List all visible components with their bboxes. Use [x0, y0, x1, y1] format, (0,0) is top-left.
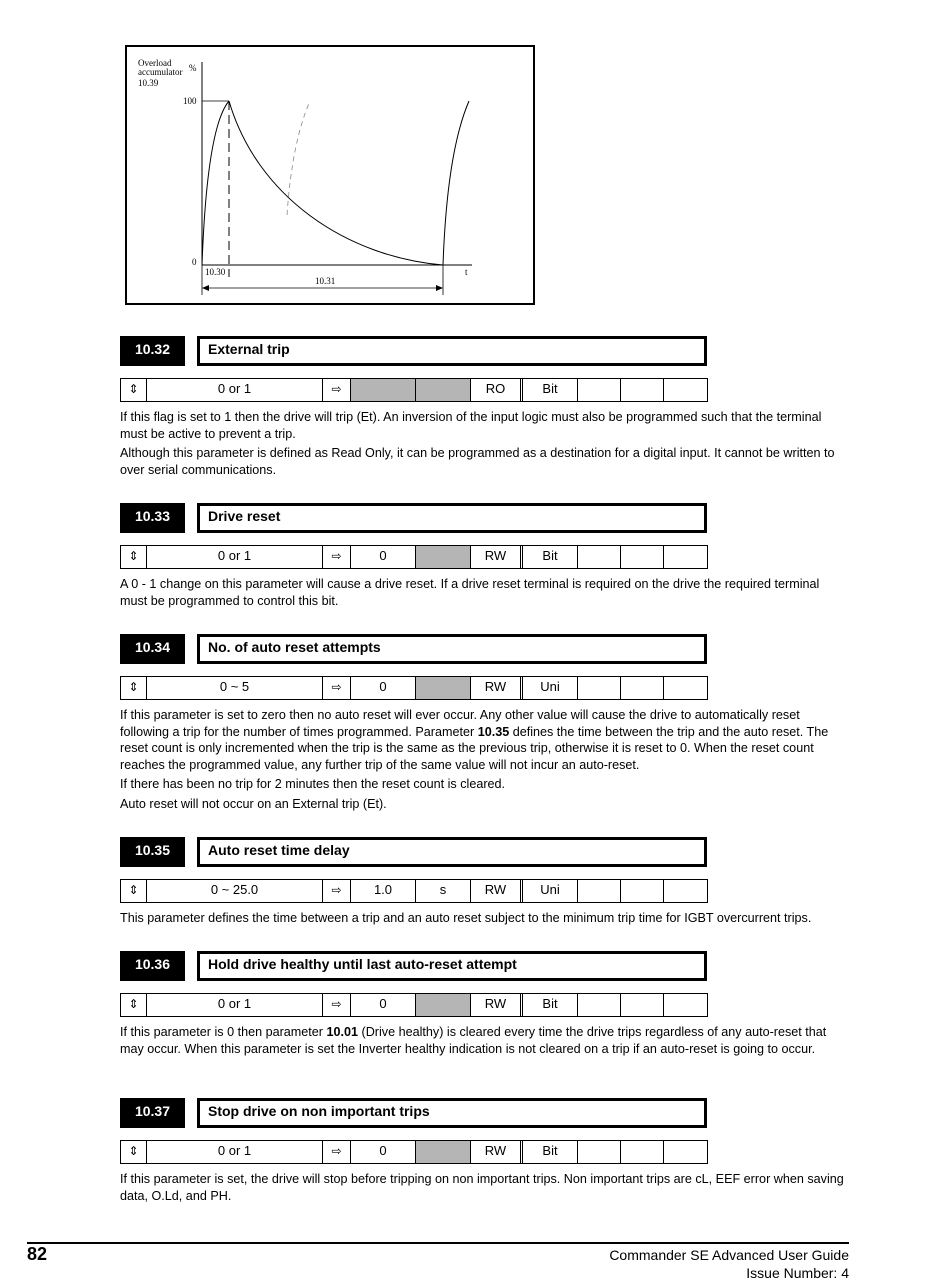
param-default: 0 — [351, 1141, 416, 1163]
param-range: 0 or 1 — [147, 1141, 323, 1163]
param-attribute-row — [120, 545, 708, 569]
param-empty-cell — [621, 994, 664, 1016]
param-unit — [416, 379, 471, 401]
desc-paragraph: If this parameter is set, the drive will stop before tripping on non important trips. Non important trips are cL, EEF error when saving data, O.Ld, and PH. — [120, 1172, 844, 1203]
param-empty-cell — [621, 880, 664, 902]
param-number: 10.33 — [120, 503, 185, 533]
param-title: No. of auto reset attempts — [197, 634, 707, 664]
param-type: Bit — [523, 994, 578, 1016]
param-empty-cell — [664, 880, 707, 902]
param-access: RO — [471, 379, 523, 401]
up-down-range-icon: ⇕ — [121, 994, 147, 1016]
param-type: Bit — [523, 379, 578, 401]
param-range: 0 ~ 5 — [147, 677, 323, 699]
param-description — [120, 576, 850, 612]
param-empty-cell — [578, 1141, 621, 1163]
dimension-arrow-right — [436, 285, 443, 291]
param-type: Uni — [523, 677, 578, 699]
param-10-35 — [120, 837, 850, 925]
param-default: 1.0 — [351, 880, 416, 902]
desc-paragraph: Auto reset will not occur on an External trip (Et). — [120, 796, 387, 811]
param-default: 0 — [351, 677, 416, 699]
label-t: t — [465, 267, 468, 277]
right-arrow-icon: ⇨ — [323, 379, 351, 401]
param-unit — [416, 1141, 471, 1163]
param-access: RW — [471, 1141, 523, 1163]
param-access: RW — [471, 994, 523, 1016]
param-number: 10.36 — [120, 951, 185, 981]
param-title: Stop drive on non important trips — [197, 1098, 707, 1128]
param-default: 0 — [351, 994, 416, 1016]
dimension-arrow-left — [202, 285, 209, 291]
right-arrow-icon: ⇨ — [323, 880, 351, 902]
tick-100-label: 100 — [183, 96, 197, 106]
param-number: 10.34 — [120, 634, 185, 664]
label-1030: 10.30 — [205, 267, 226, 277]
tick-0-label: 0 — [192, 257, 197, 267]
y-label-param: 10.39 — [138, 78, 159, 88]
param-access: RW — [471, 880, 523, 902]
label-1031: 10.31 — [315, 276, 336, 286]
param-description — [120, 707, 850, 815]
param-unit — [416, 994, 471, 1016]
rise-curve — [202, 101, 229, 265]
param-unit: s — [416, 880, 471, 902]
up-down-range-icon: ⇕ — [121, 880, 147, 902]
y-label-unit: % — [189, 63, 197, 73]
right-arrow-icon: ⇨ — [323, 677, 351, 699]
param-number: 10.32 — [120, 336, 185, 366]
param-type: Bit — [523, 1141, 578, 1163]
param-10-33 — [120, 503, 850, 608]
param-attribute-row — [120, 993, 708, 1017]
overload-accumulator-figure — [125, 45, 535, 305]
param-title: Drive reset — [197, 503, 707, 533]
param-number: 10.35 — [120, 837, 185, 867]
param-empty-cell — [664, 379, 707, 401]
desc-paragraph: If this flag is set to 1 then the drive will trip (Et). An inversion of the input logic must also be programmed such that the terminal must be active to prevent a trip. — [120, 410, 822, 441]
overload-graph — [127, 47, 533, 303]
param-range: 0 or 1 — [147, 994, 323, 1016]
param-empty-cell — [621, 546, 664, 568]
param-ref: 10.01 — [326, 1025, 359, 1039]
param-description — [120, 1171, 850, 1207]
param-description — [120, 409, 850, 481]
param-type: Bit — [523, 546, 578, 568]
param-empty-cell — [664, 546, 707, 568]
param-empty-cell — [664, 1141, 707, 1163]
page-number: 82 — [27, 1244, 48, 1264]
param-range: 0 or 1 — [147, 546, 323, 568]
param-default: 0 — [351, 546, 416, 568]
desc-paragraph: A 0 - 1 change on this parameter will cause a drive reset. If a drive reset terminal is required on the drive the required terminal must be programmed to control this bit. — [120, 577, 820, 608]
up-down-range-icon: ⇕ — [121, 1141, 147, 1163]
dashed-rise-curve — [287, 101, 310, 215]
param-access: RW — [471, 677, 523, 699]
param-unit — [416, 677, 471, 699]
decay-curve — [229, 101, 443, 265]
param-unit — [416, 546, 471, 568]
param-attribute-row — [120, 879, 708, 903]
param-attribute-row — [120, 1140, 708, 1164]
param-range: 0 ~ 25.0 — [147, 880, 323, 902]
param-empty-cell — [621, 379, 664, 401]
param-10-34 — [120, 634, 850, 811]
param-attribute-row — [120, 378, 708, 402]
param-10-32 — [120, 336, 850, 477]
param-title: Auto reset time delay — [197, 837, 707, 867]
guide-title: Commander SE Advanced User Guide — [609, 1247, 849, 1263]
issue-number: Issue Number: 4 — [746, 1265, 849, 1281]
desc-paragraph: If there has been no trip for 2 minutes then the reset count is cleared. — [120, 777, 506, 791]
param-empty-cell — [578, 677, 621, 699]
param-empty-cell — [578, 994, 621, 1016]
right-arrow-icon: ⇨ — [323, 546, 351, 568]
param-10-36 — [120, 951, 850, 1056]
desc-paragraph: This parameter defines the time between a trip and an auto reset subject to the minimum trip time for IGBT overcurrent trips. — [120, 911, 812, 925]
param-10-37 — [120, 1098, 850, 1203]
param-description — [120, 910, 850, 930]
desc-paragraph: If this parameter is 0 then parameter 10.01 (Drive healthy) is cleared every time the drive trips regardless of any auto-reset that may occur. When this parameter is set the Inverter healthy indication is not cleared on a trip if an auto-reset is going to occur. — [120, 1025, 827, 1056]
param-empty-cell — [621, 1141, 664, 1163]
param-empty-cell — [621, 677, 664, 699]
param-default — [351, 379, 416, 401]
param-range: 0 or 1 — [147, 379, 323, 401]
param-empty-cell — [578, 379, 621, 401]
y-label-line2: accumulator — [138, 67, 183, 77]
param-type: Uni — [523, 880, 578, 902]
param-empty-cell — [664, 994, 707, 1016]
footer-guide — [609, 1246, 849, 1282]
param-ref: 10.35 — [477, 724, 510, 739]
param-description — [120, 1024, 850, 1060]
right-arrow-icon: ⇨ — [323, 1141, 351, 1163]
second-rise-curve — [443, 101, 469, 265]
param-attribute-row — [120, 676, 708, 700]
up-down-range-icon: ⇕ — [121, 546, 147, 568]
param-empty-cell — [578, 880, 621, 902]
param-title: External trip — [197, 336, 707, 366]
right-arrow-icon: ⇨ — [323, 994, 351, 1016]
y-label-line1: Overload — [138, 58, 172, 68]
desc-paragraph: Although this parameter is defined as Read Only, it can be programmed as a destination for a digital input. It cannot be written to over serial communications. — [120, 446, 835, 477]
up-down-range-icon: ⇕ — [121, 379, 147, 401]
desc-paragraph: If this parameter is set to zero then no auto reset will ever occur. Any other value will cause the drive to automatically reset following a trip for the number of times programmed. Parameter 10.35 defines the time between the trip and the auto reset. The reset count is only incremented when the trip is the same as the previous trip, otherwise it is reset to 0. When the reset count reaches the programmed value, any further trip of the same value will not incur an auto-reset. — [120, 708, 829, 772]
param-access: RW — [471, 546, 523, 568]
up-down-range-icon: ⇕ — [121, 677, 147, 699]
param-empty-cell — [578, 546, 621, 568]
param-title: Hold drive healthy until last auto-reset attempt — [197, 951, 707, 981]
param-empty-cell — [664, 677, 707, 699]
footer-rule — [27, 1242, 849, 1244]
param-number: 10.37 — [120, 1098, 185, 1128]
